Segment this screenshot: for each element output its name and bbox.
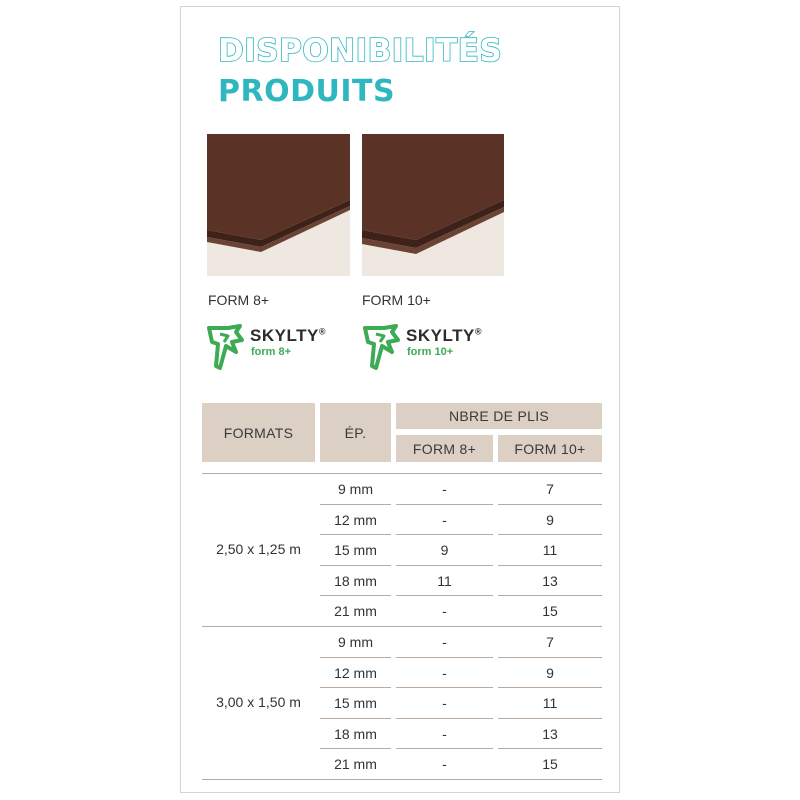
format-cell: 2,50 x 1,25 m bbox=[216, 541, 301, 557]
form8-plies-cell: - bbox=[442, 665, 447, 681]
thickness-cell: 18 mm bbox=[334, 726, 377, 742]
row-divider bbox=[320, 595, 391, 596]
row-divider bbox=[396, 687, 493, 688]
page-title bbox=[218, 33, 503, 109]
form10-plies-cell: 15 bbox=[542, 603, 558, 619]
form8-plies-cell: 9 bbox=[440, 542, 449, 558]
skylty-mark-icon bbox=[206, 322, 248, 374]
row-divider bbox=[320, 534, 391, 535]
form8-plies-cell: - bbox=[442, 756, 447, 772]
logo-brand-name: SKYLTY® bbox=[250, 326, 326, 345]
row-divider bbox=[498, 565, 602, 566]
row-divider bbox=[396, 504, 493, 505]
skylty-logo-form10 bbox=[362, 322, 512, 376]
row-divider bbox=[498, 748, 602, 749]
header-plies: NBRE DE PLIS bbox=[396, 403, 602, 429]
logo-brand-name: SKYLTY® bbox=[406, 326, 482, 345]
logo-sub-label: form 8+ bbox=[251, 346, 292, 358]
form10-plies-cell: 11 bbox=[542, 542, 558, 558]
row-divider bbox=[396, 718, 493, 719]
form10-plies-cell: 7 bbox=[546, 481, 554, 497]
row-divider bbox=[320, 657, 391, 658]
row-divider bbox=[498, 595, 602, 596]
thickness-cell: 12 mm bbox=[334, 512, 377, 528]
form10-plies-cell: 13 bbox=[542, 726, 558, 742]
form10-plies-cell: 7 bbox=[546, 634, 554, 650]
logo-sub-label: form 10+ bbox=[407, 346, 454, 358]
row-divider bbox=[498, 657, 602, 658]
format-cell: 3,00 x 1,50 m bbox=[216, 694, 301, 710]
row-divider bbox=[498, 687, 602, 688]
form10-plies-cell: 9 bbox=[546, 512, 554, 528]
form10-plies-cell: 13 bbox=[542, 573, 558, 589]
product-image-form8 bbox=[207, 134, 350, 276]
thickness-cell: 15 mm bbox=[334, 542, 377, 558]
form8-plies-cell: - bbox=[442, 512, 447, 528]
row-divider bbox=[396, 565, 493, 566]
form10-plies-cell: 11 bbox=[542, 695, 558, 711]
group-divider bbox=[202, 626, 602, 627]
row-divider bbox=[320, 718, 391, 719]
form8-plies-cell: - bbox=[442, 695, 447, 711]
product-label-form10: FORM 10+ bbox=[362, 292, 431, 308]
thickness-cell: 21 mm bbox=[334, 756, 377, 772]
thickness-cell: 15 mm bbox=[334, 695, 377, 711]
thickness-cell: 18 mm bbox=[334, 573, 377, 589]
product-label-form8: FORM 8+ bbox=[208, 292, 270, 308]
row-divider bbox=[320, 504, 391, 505]
row-divider bbox=[396, 657, 493, 658]
header-thickness: ÉP. bbox=[320, 403, 391, 462]
form8-plies-cell: - bbox=[442, 726, 447, 742]
thickness-cell: 9 mm bbox=[338, 481, 373, 497]
header-form8: FORM 8+ bbox=[396, 435, 493, 462]
row-divider bbox=[320, 687, 391, 688]
form10-plies-cell: 15 bbox=[542, 756, 558, 772]
row-divider bbox=[396, 534, 493, 535]
row-divider bbox=[498, 504, 602, 505]
header-form10: FORM 10+ bbox=[498, 435, 602, 462]
row-divider bbox=[396, 748, 493, 749]
row-divider bbox=[498, 718, 602, 719]
row-divider bbox=[498, 534, 602, 535]
form8-plies-cell: 11 bbox=[437, 573, 452, 589]
skylty-logo-form8 bbox=[206, 322, 356, 376]
row-divider bbox=[396, 595, 493, 596]
form8-plies-cell: - bbox=[442, 634, 447, 650]
thickness-cell: 21 mm bbox=[334, 603, 377, 619]
form8-plies-cell: - bbox=[442, 481, 447, 497]
form10-plies-cell: 9 bbox=[546, 665, 554, 681]
skylty-mark-icon bbox=[362, 322, 404, 374]
table-bottom-line bbox=[202, 779, 602, 780]
title-line-1: DISPONIBILITÉS bbox=[218, 33, 503, 69]
thickness-cell: 9 mm bbox=[338, 634, 373, 650]
group-divider bbox=[202, 473, 602, 474]
title-line-2: PRODUITS bbox=[218, 74, 396, 109]
row-divider bbox=[320, 748, 391, 749]
thickness-cell: 12 mm bbox=[334, 665, 377, 681]
header-formats: FORMATS bbox=[202, 403, 315, 462]
product-image-form10 bbox=[362, 134, 504, 276]
form8-plies-cell: - bbox=[442, 603, 447, 619]
row-divider bbox=[320, 565, 391, 566]
